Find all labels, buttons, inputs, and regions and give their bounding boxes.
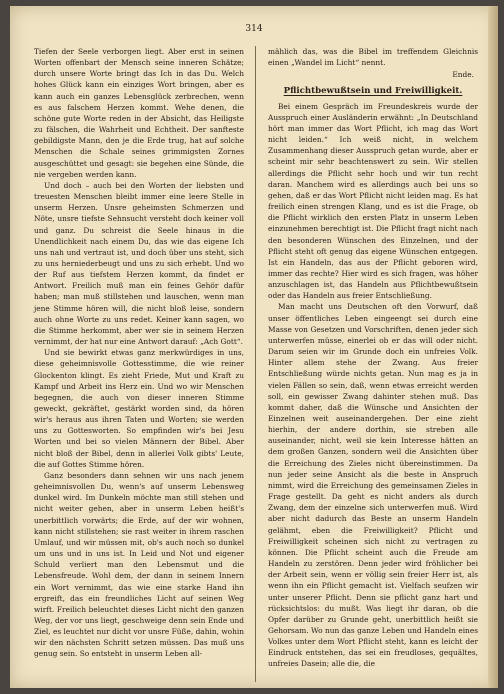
right-column <box>268 46 478 670</box>
page-spine <box>488 6 498 688</box>
article-end-signature: Ende. <box>452 70 474 80</box>
paragraph: Und sie bewirkt etwas ganz merkwürdiges in uns, diese geheimnisvolle Gottesstimme, die wie reiner Glockenton klingt. Es zieht Friede, Mut und Kraft zu Kampf und Arbeit ins Herz ein. Und wo wir Menschen begegnen, die auch von dieser inneren Stimme geweckt, gekräftet, gestärkt worden sind, da hören wir's heraus aus ihren Taten und Worten; sie werden uns zu Gottesworten. So empfinden wir's bei Jesu Worten und bei so vielen Männern der Bibel. Aber nicht bloß der Bibel, denn in allerlei Volk gibts' Leute, die auf Gottes Stimme hören. <box>34 348 244 469</box>
paragraph: mählich das, was die Bibel im treffendem Gleichnis einen „Wandel im Licht“ nennt. <box>268 47 478 68</box>
paragraph: Man macht uns Deutschen oft den Vorwurf, daß unser öffentliches Leben eingeengt sei durch eine Masse von Gesetzen und Vorschriften, denen jeder sich unterwerfen müsse, einerlei ob er das will oder nicht. Darum seien wir im Grunde doch ein unfreies Volk. Hinter allem stehe der Zwang. Aus freier Entschließung würde nichts getan. Nun mag es ja in vielen Fällen so sein, daß, wenn etwas erreicht werden soll, ein gewisser Zwang dahinter stehen muß. Das kommt daher, daß die Wünsche und Ansichten der Einzelnen weit auseinandergehen. Der eine zieht hierhin, der andere dorthin, sie streben alle auseinander, nicht, weil sie kein Interesse hätten an dem großen Ganzen, sondern weil die Ansichten über die Erreichung des Zieles nicht übereinstimmen. Da nun jeder seine Ansicht als die beste in Anspruch nimmt, wird die Erreichung des gemeinsamen Zieles in Frage gestellt. Da geht es nicht anders als durch Zwang, dem der einzelne sich unterwerfen muß. Wird aber nicht dadurch das Beste an unserm Handeln gelähmt, eben die Freiwilligkeit? Pflicht und Freiwilligkeit scheinen sich nicht zu vertragen zu können. Die Pflicht scheint auch die Freude am Handeln zu zerstören. Denn jeder wird fröhlicher bei der Arbeit sein, wenn er völlig sein freier Herr ist, als wenn ihn ein Pflicht gemacht ist. Vielfach seufzen wir unter unserer Pflicht. Denn sie pflicht ganz hart und rücksichtslos: du mußt. Was liegt ihr daran, ob die Opfer darüber zu Grunde geht, unerbittlich heißt sie Gehorsam. Wo nun das ganze Leben und Handeln eines Volkes unter dem Wort Pflicht steht, kann es leicht der Eindruck entstehen, das sei ein freudloses, gequältes, unfreies Dasein; alle die, die <box>268 302 478 669</box>
paragraph: Tiefen der Seele verborgen liegt. Aber erst in seinen Worten offenbart der Mensch seine inneren Schätze; durch unsere Worte bringt das Ich in das Du. Welch hohes Glück kann ein einziges Wort bringen, aber es kann auch ein ganzes Lebensglück zerbrechen, wenn es aus falschem Herzen kommt. Wehe denen, die schöne gute Worte reden in der Absicht, das Heiligste zu fälschen, die Wahrheit und Echtheit. Der sanfteste gebildigste Mann, den je die Erde trug, hat auf solche Menschen die Schale seines grimmigsten Zornes ausgeschüttet und gesagt: sie begehen eine Sünde, die nie vergeben werden kann. <box>34 47 244 179</box>
paragraph: Und doch – auch bei den Worten der liebsten und treuesten Menschen bleibt immer eine leere Stelle in unserm Herzen. Unsre geheimsten Schmerzen und Nöte, unsre tiefste Sehnsucht versteht doch keiner voll und ganz. Du schreist die Seele hinaus in die Unendlichkeit nach einem Du, das wie das eigene Ich uns nah und vertraut ist, und doch über uns steht, sich zu uns herniederbeugt und uns zu sich erhebt. Und wo der Ruf aus tiefstem Herzen kommt, da findet er Antwort. Freilich muß man ein feines Gehör dafür haben; man muß stillstehen und lauschen, wenn man jene Stimme hören will, die nicht bloß leise, sondern auch ohne Worte zu uns redet. Keiner kann sagen, wo die Stimme herkommt, aber wer sie in seinem Herzen vernimmt, der hat nur eine Antwort darauf: „Ach Gott“. <box>34 180 244 347</box>
column-divider <box>255 46 256 682</box>
page-number: 314 <box>245 24 263 34</box>
book-page <box>10 6 498 688</box>
article-heading: Pflichtbewußtsein und Freiwilligkeit. <box>283 86 463 97</box>
left-column <box>34 46 244 660</box>
paragraph: Bei einem Gespräch im Freundeskreis wurde der Ausspruch einer Ausländerin erwähnt: „In Deutschland hört man immer das Wort Pflicht, ich mag das Wort nicht leiden.“ Ich weiß nicht, in welchem Zusammenhang dieser Ausspruch getan wurde, aber er scheint mir sehr beachtenswert zu sein. Wir stellen allerdings die Pflicht sehr hoch und wir tun recht daran. Manchem wird es allerdings auch bei uns so gehen, daß er das Wort Pflicht nicht leiden mag. Es hat freilich einen strengen Klang, und es ist die Frage, ob die Pflicht wirklich den ersten Platz in unserm Leben einzunehmen berechtigt ist. Die Pflicht fragt nicht nach den besonderen Wünschen des Einzelnen, und der Pflicht steht oft genug das eigene Wünschen entgegen. Ist ein Handeln, das aus der Pflicht geboren wird, immer das rechte? Hier wird es sich fragen, was höher anzuschlagen ist, das Handeln aus Pflichtbewußtsein oder das Handeln aus freier Entschließung. <box>268 101 478 301</box>
paragraph: Ganz besonders dann sehnen wir uns nach jenem geheimnisvollen Du, wenn's auf unserm Lebensweg dunkel wird. Im Dunkeln möchte man still stehen und nicht weiter gehen, aber in unserm Leben heißt's unerbittlich vorwärts; die Erde, auf der wir wohnen, kann nicht stillstehen; sie rast weiter in ihrem raschen Umlauf, und wir müssen mit, ob's auch noch so dunkel um uns und in uns ist. In Leid und Not und eigener Schuld verliert man den Lebensmut und die Lebensfreude. Wohl dem, der dann in seinem Innern ein Wort vernimmt, das wie eine starke Hand ihn ergreift, das ein freundliches Licht auf seinen Weg wirft. Freilich beleuchtet dieses Licht nicht den ganzen Weg, der vor uns liegt, geschweige denn sein Ende und Ziel, es leuchtet nur dicht vor unsre Füße, dahin, wohin wir den nächsten Schritt setzen müssen. Das muß uns genug sein. So entsteht in unserm Leben all- <box>34 470 244 659</box>
